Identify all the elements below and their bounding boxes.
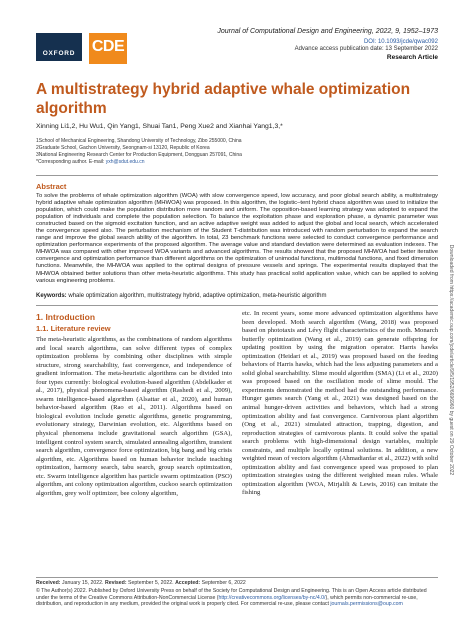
cde-logo — [89, 33, 127, 61]
download-watermark-text: Downloaded from https://academic.oup.com/jcde/article/9/5/1952/6696960 by guest on 29 October 2022 — [448, 244, 454, 476]
download-watermark — [446, 200, 456, 520]
article-dates — [36, 580, 438, 587]
license-text-1: © The Author(s) 2022. Published by Oxford University Press on behalf of the Society for Computational Design and Engineering. This is an Open Access article distributed under the terms of the Creative Commons Attribution-NonCommercial License ( — [36, 588, 427, 601]
abstract-text: To solve the problems of whale optimization algorithm (WOA) with slow convergence speed, low accuracy, and poor global search ability, a multistrategy hybrid adaptive whale optimization algorithm (MHWOA) was proposed. In this algorithm, the logistic–tent hybrid chaos algorithm was used to initialize the population, which could make the population distribution more random and uniform. The opposition-based learning strategy was adopted to expand the population of individuals and complete the population selection. To balance the exploitation phase and exploration phase, a dynamic parameter was constructed based on the sigmoid excitation function, and an active adaptive weight was added to adjust the global and local search, which accelerated the convergence speed also. The perturbation mechanism of the Student T-distribution was introduced with random perturbation to expand the search range and improve the global search ability of the algorithm. In total, 23 benchmark functions were selected to conduct convergence performance and optimization performance experiments of the proposed algorithm. The average value and standard deviation were determined as evaluation indexes. The MHWOA was compared with other improved WOA variants and advanced algorithms. The results showed that the proposed MHWOA had better iterative convergence and optimization performance than different algorithms on the optimization of unimodal functions, multimodal functions, and fixed dimension functions. Meanwhile, the MHWOA was applied to the optimal designs of pressure vessels and springs. The experimental results displayed that the MHWOA obtained better solutions than other meta-heuristic algorithms. This study has practical solid application value, which can be applied to solving various engineering problems. — [36, 193, 438, 284]
received-date: January 15, 2022. — [61, 580, 104, 586]
divider-abstract — [36, 305, 438, 306]
cde-logo-text: CDE — [91, 38, 125, 55]
license-notice — [36, 588, 438, 608]
corresponding-label: *Corresponding author. E-mail: — [36, 159, 106, 165]
revised-date: September 5, 2022. — [128, 580, 174, 586]
body-column-left: The meta-heuristic algorithms, as the combinations of random algorithms and local search algorithms, can solve different types of complex optimization problems by combining other disciplines with simple structure, strong searchability, fast convergence, and independence of gradient information. The meta-heuristic algorithms can be divided into four types currently: biological evolution-based algorithm (Abdelkader et al., 2017), physical phenomena-based algorithm (Rashedi et al., 2009), swarm intelligence-based algorithm (Alsattar et al., 2020), and human behavior-based algorithm (Rao et al., 2011). Algorithms based on biological evolution include genetic algorithms, genetic programming, evolutionary strategy, Darwinian evolution, etc. Algorithms based on physical phenomena include gravitational search algorithm (GSA), intelligent control system search, simulated annealing algorithm, transient search algorithm, convergence force optimization, big bang and big crisis algorithm, etc. Algorithms based on human behavior include teaching optimization, harmony search, tabu search, group search optimization, etc. Swarm intelligence algorithm has particle swarm optimization (PSO) algorithm, ant colony optimization algorithm, cuckoo search optimization algorithm, grey wolf optimizer, bee colony algorithm, — [36, 336, 232, 497]
doi-link[interactable]: DOI: 10.1093/jcde/qwac092 — [363, 39, 438, 45]
affiliation-3: 3National Engineering Research Center for Production Equipment, Dongguan 257091, China — [36, 152, 242, 158]
advance-access-date: Advance access publication date: 13 September 2022 — [294, 46, 438, 52]
paper-title: A multistrategy hybrid adaptive whale optimization algorithm — [36, 81, 411, 117]
divider-top — [36, 175, 438, 176]
body-column-right: etc. In recent years, some more advanced optimization algorithms have been developed. Moth search algorithm (Wang, 2018) was proposed based on phototaxis and Lévy flight characteristics of the moth. Monarch butterfly optimization (Wang et al., 2019) can generate offspring for updating position by using the migration operator. Harris hawks optimization (Heidari et al., 2019) was proposed based on the feeding behaviors of Harris hawks, which had the less adjusting parameters and a solid global searchability. Slime mould algorithm (SMA) (Li et al., 2020) was proposed based on the oscillation mode of slime mould. The experiments demonstrated the method had the outstanding performance. Hunger games search (Yang et al., 2021) was designed based on the animal hunger-driven activities and behaviors, which had a strong optimization ability and fast convergence. Carnivorous plant algorithm (Ong et al., 2021) simulated attraction, trapping, digestion, and reproduction strategies of carnivorous plants. It could solve the spatial search problems with high-dimensional design variables, multiple constraints, and multiple locally optimal solutions. In addition, a new weighted mean of vectors algorithm (Ahmadianfar et al., 2022) with solid optimization ability and fast convergence speed was proposed to plan optimization strategies using the different weighted mean rules. Whale optimization algorithm (WOA, Mirjalili & Lewis, 2016) can imitate the fishing — [242, 310, 438, 497]
corresponding-author — [36, 159, 416, 166]
divider-footer — [36, 577, 438, 578]
permissions-email-link[interactable]: journals.permissions@oup.com — [330, 601, 403, 608]
section-introduction: 1. Introduction — [36, 312, 96, 322]
received-label: Received: — [36, 580, 61, 586]
abstract-heading: Abstract — [36, 182, 67, 191]
cde-logo-bar — [89, 61, 127, 64]
keywords — [36, 293, 438, 299]
affiliation-2: 2Graduate School, Gachon University, Seongnam-si 13120, Republic of Korea — [36, 145, 210, 151]
keywords-text: whale optimization algorithm, multistrategy hybrid, adaptive optimization, meta-heuristic algorithm — [68, 293, 327, 299]
journal-citation: Journal of Computational Design and Engineering, 2022, 9, 1952–1973 — [217, 28, 438, 35]
keywords-label: Keywords: — [36, 293, 67, 299]
subsection-literature-review: 1.1. Literature review — [36, 324, 111, 333]
oxford-logo-text: OXFORD — [42, 50, 76, 57]
author-list: Xinning Li1,2, Hu Wu1, Qin Yang1, Shuai Tan1, Peng Xue2 and Xianhai Yang1,3,* — [36, 123, 283, 130]
accepted-label: Accepted: — [175, 580, 201, 586]
corresponding-email-link[interactable]: yxh@sdut.edu.cn — [105, 159, 145, 165]
license-text-2: ), which permits non-commercial re-use, distribution, and reproduction in any medium, provided the original work is properly cited. For commercial re-use, please contact — [36, 594, 418, 608]
revised-label: Revised: — [104, 580, 127, 586]
affiliation-1: 1School of Mechanical Engineering, Shandong University of Technology, Zibo 255000, China — [36, 138, 242, 144]
oxford-logo — [36, 33, 82, 61]
accepted-date: September 6, 2022 — [201, 580, 246, 586]
license-url-link[interactable]: http://creativecommons.org/licenses/by-nc/4.0/ — [218, 594, 326, 601]
affiliations — [36, 138, 416, 166]
article-type: Research Article — [386, 54, 438, 61]
